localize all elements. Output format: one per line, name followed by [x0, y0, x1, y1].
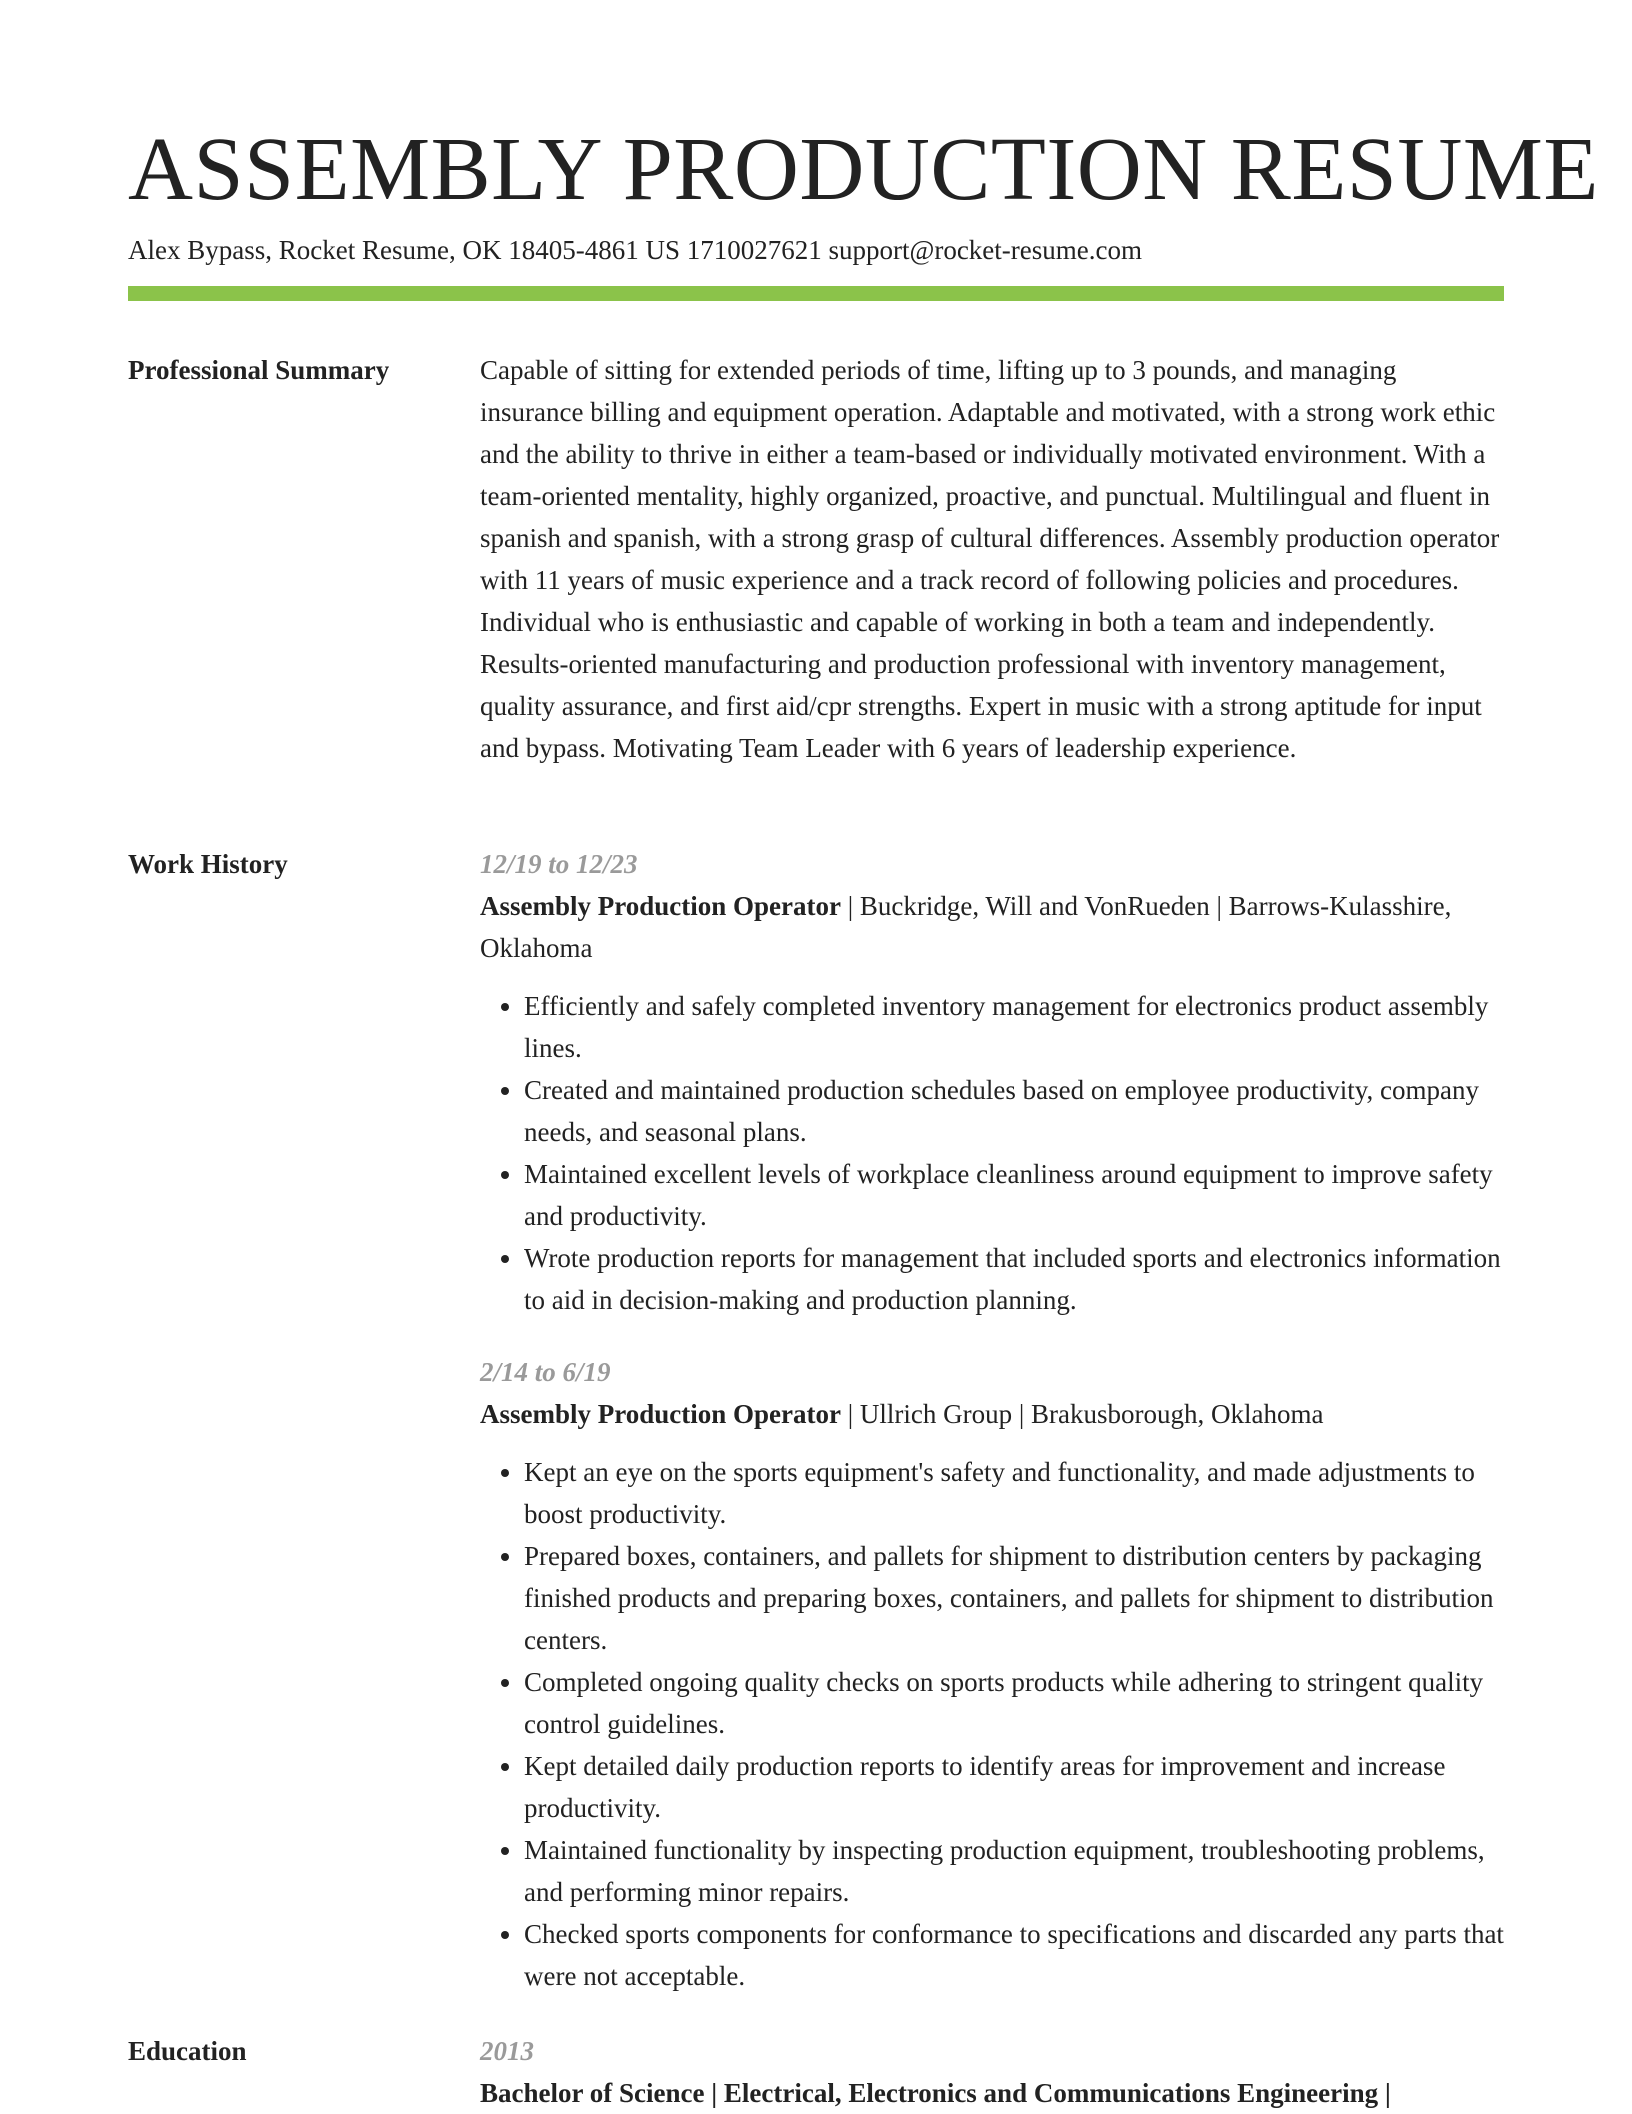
bullet-item: • Checked sports components for conformance to specifications and discarded any parts that were not acceptable. — [524, 1913, 1504, 1997]
bullet-item: • Maintained functionality by inspecting production equipment, troubleshooting problems, and performing minor repairs. — [524, 1829, 1504, 1913]
bullet-item: • Completed ongoing quality checks on sports products while adhering to stringent quality control guidelines. — [524, 1661, 1504, 1745]
job-bullets — [480, 985, 1504, 1321]
resume-header — [128, 118, 1599, 268]
education-body — [480, 2030, 1504, 2114]
bullet-item: • Prepared boxes, containers, and pallets for shipment to distribution centers by packaging finished products and preparing boxes, containers, and pallets for shipment to distribution centers. — [524, 1535, 1504, 1661]
bullet-item: • Kept detailed daily production reports to identify areas for improvement and increase productivity. — [524, 1745, 1504, 1829]
bullet-item: • Created and maintained production schedules based on employee productivity, company needs, and seasonal plans. — [524, 1069, 1504, 1153]
work-history-body — [480, 843, 1504, 2027]
resume-title: ASSEMBLY PRODUCTION RESUME — [128, 120, 1599, 219]
section-label-summary: Professional Summary — [128, 355, 390, 385]
job-entry — [480, 843, 1504, 1321]
job-dates: 12/19 to 12/23 — [480, 849, 638, 879]
professional-summary-section — [128, 349, 1504, 769]
section-label-education: Education — [128, 2036, 247, 2066]
education-degree: Bachelor of Science | Electrical, Electronics and Communications Engineering | — [480, 2078, 1391, 2108]
summary-text: Capable of sitting for extended periods of time, lifting up to 3 pounds, and managing insurance billing and equipment operation. Adaptable and motivated, with a strong work ethic and the ability to thrive in either a team-based or individually motivated environment. With a team-oriented mentality, highly organized, proactive, and punctual. Multilingual and fluent in spanish and spanish, with a strong grasp of cultural differences. Assembly production operator with 11 years of music experience and a track record of following policies and procedures. Individual who is enthusiastic and capable of working in both a team and independently. Results-oriented manufacturing and production professional with inventory management, quality assurance, and first aid/cpr strengths. Expert in music with a strong aptitude for input and bypass. Motivating Team Leader with 6 years of leadership experience. — [480, 355, 1500, 763]
accent-divider — [128, 286, 1504, 301]
section-label-work-history: Work History — [128, 849, 288, 879]
job-entry — [480, 1351, 1504, 1997]
job-heading — [480, 1393, 1504, 1435]
education-section — [128, 2030, 1504, 2114]
contact-info: Alex Bypass, Rocket Resume, OK 18405-4861 US 1710027621 support@rocket-resume.com — [128, 235, 1142, 265]
bullet-item: • Efficiently and safely completed inventory management for electronics product assembly lines. — [524, 985, 1504, 1069]
bullet-item: • Kept an eye on the sports equipment's safety and functionality, and made adjustments to boost productivity. — [524, 1451, 1504, 1535]
job-title: Assembly Production Operator — [480, 1399, 841, 1429]
job-details: | Ullrich Group | Brakusborough, Oklahoma — [840, 1399, 1324, 1429]
work-history-section — [128, 843, 1504, 2027]
job-details: | Buckridge, Will and VonRueden | Barrows-Kulasshire, Oklahoma — [480, 891, 1452, 963]
summary-body — [480, 349, 1504, 769]
job-heading — [480, 885, 1504, 969]
bullet-item: • Maintained excellent levels of workplace cleanliness around equipment to improve safety and productivity. — [524, 1153, 1504, 1237]
job-title: Assembly Production Operator — [480, 891, 841, 921]
bullet-item: • Wrote production reports for management that included sports and electronics information to aid in decision-making and production planning. — [524, 1237, 1504, 1321]
education-year: 2013 — [480, 2036, 534, 2066]
job-dates: 2/14 to 6/19 — [480, 1357, 611, 1387]
job-bullets — [480, 1451, 1504, 1997]
